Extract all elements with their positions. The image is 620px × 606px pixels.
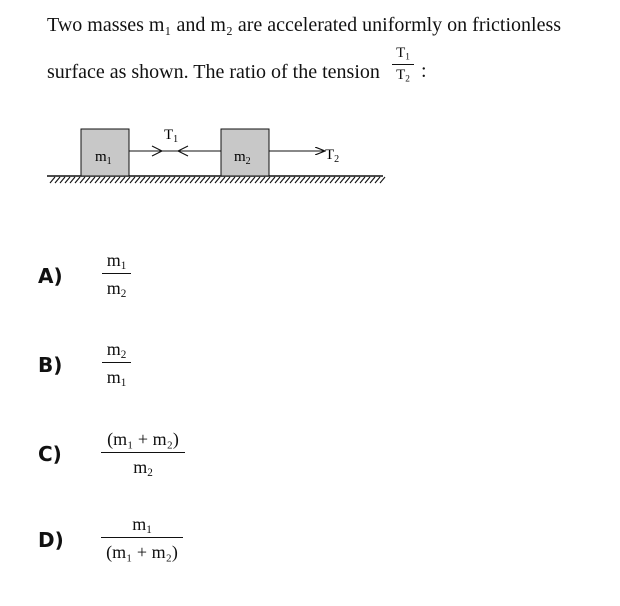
- block-m2-label: $m_2$: [234, 149, 251, 167]
- question-line-1: Two masses m₁ and m₂ are accelerated uniformly on frictionless: [47, 14, 562, 36]
- fraction-bar: [101, 452, 185, 453]
- fraction-bar: [102, 273, 131, 274]
- option-d-denominator: (m₁ + m₂): [106, 542, 178, 562]
- option-c-denominator: $m_2$: [133, 457, 153, 479]
- option-a-letter[interactable]: A): [38, 264, 63, 288]
- tension-t1-label: $T_1$: [164, 127, 179, 145]
- option-c-numerator: (m₁ + m₂): [107, 429, 179, 449]
- ratio-numerator: $T_1$: [396, 45, 410, 63]
- option-a-numerator: $m_1$: [106, 250, 127, 272]
- ratio-colon: :: [421, 60, 427, 82]
- option-b-denominator: $m_1$: [106, 367, 127, 389]
- option-b-letter[interactable]: B): [38, 353, 63, 377]
- block-m1-label: $m_1$: [95, 149, 112, 167]
- option-d-numerator: $m_1$: [132, 514, 152, 536]
- option-b-numerator: $m_2$: [106, 339, 127, 361]
- fraction-bar: [101, 537, 183, 538]
- option-a-denominator: $m_2$: [106, 278, 127, 300]
- option-c-fraction[interactable]: [101, 429, 185, 477]
- option-b-fraction[interactable]: [102, 339, 131, 387]
- ratio-denominator: $T_2$: [396, 67, 410, 85]
- option-a-fraction[interactable]: [102, 250, 131, 298]
- fraction-bar: [102, 362, 131, 363]
- option-d-letter[interactable]: D): [38, 528, 64, 552]
- option-d-fraction[interactable]: [101, 514, 183, 562]
- tension-t2-label: $T_2$: [325, 147, 340, 165]
- option-c-letter[interactable]: C): [38, 442, 62, 466]
- question-line-2: surface as shown. The ratio of the tension: [47, 61, 380, 83]
- ground-surface: [47, 176, 385, 183]
